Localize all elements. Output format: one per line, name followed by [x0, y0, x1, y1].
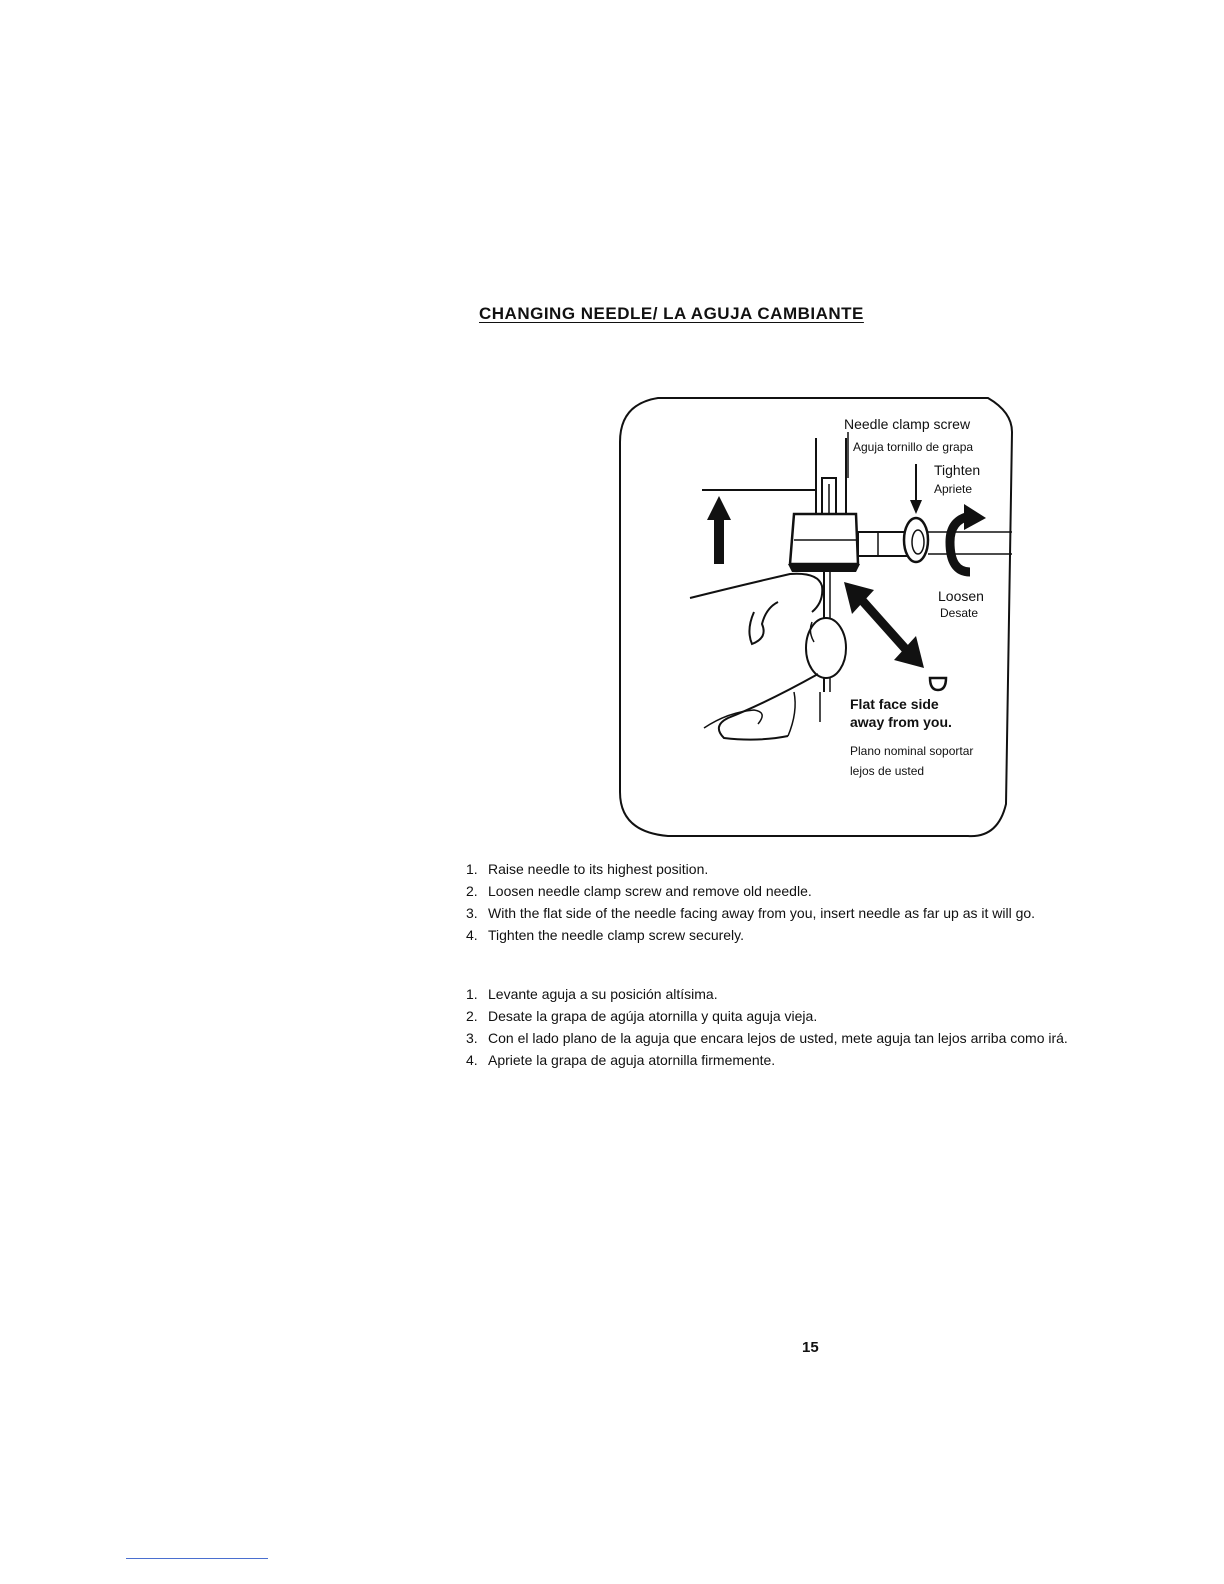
- step-text: With the flat side of the needle facing away from you, insert needle as far up as it will go.: [488, 905, 1036, 921]
- step-text: Levante aguja a su posición altísima.: [488, 986, 718, 1002]
- step-text: Desate la grapa de agúja atornilla y quita aguja vieja.: [488, 1008, 818, 1024]
- step-text: Raise needle to its highest position.: [488, 861, 709, 877]
- loosen-label: Loosen: [938, 588, 984, 604]
- needle-diagram: [618, 392, 1014, 838]
- bottom-divider: [126, 1558, 268, 1559]
- list-item: [466, 1051, 1166, 1069]
- instructions-spanish: [466, 985, 1166, 1073]
- step-number: 2.: [466, 1008, 478, 1024]
- step-text: Loosen needle clamp screw and remove old needle.: [488, 883, 812, 899]
- loosen-label-es: Desate: [940, 606, 979, 620]
- step-number: 3.: [466, 905, 478, 921]
- tighten-label-es: Apriete: [934, 482, 973, 496]
- tighten-label: Tighten: [934, 462, 981, 478]
- step-number: 1.: [466, 986, 478, 1002]
- list-item: [466, 926, 1166, 944]
- list-item: [466, 904, 1166, 922]
- list-item: [466, 882, 1166, 900]
- flat-face-label-line1: Flat face side: [850, 696, 939, 712]
- page-title: CHANGING NEEDLE/ LA AGUJA CAMBIANTE: [479, 304, 864, 323]
- step-text: Apriete la grapa de aguja atornilla firmemente.: [488, 1052, 776, 1068]
- list-item: [466, 1007, 1166, 1025]
- needle-clamp-screw-label: Needle clamp screw: [844, 416, 971, 432]
- step-number: 4.: [466, 927, 478, 943]
- flat-face-label-es-line2: lejos de usted: [850, 764, 925, 778]
- list-item: [466, 1029, 1166, 1047]
- step-number: 1.: [466, 861, 478, 877]
- instructions-english: [466, 860, 1166, 948]
- step-number: 3.: [466, 1030, 478, 1046]
- flat-face-label-es-line1: Plano nominal soportar: [850, 744, 974, 758]
- needle-clamp-screw-label-es: Aguja tornillo de grapa: [853, 440, 974, 454]
- page-number: 15: [802, 1339, 819, 1356]
- list-item: [466, 860, 1166, 878]
- step-number: 2.: [466, 883, 478, 899]
- flat-face-label-line2: away from you.: [850, 714, 952, 730]
- step-text: Tighten the needle clamp screw securely.: [488, 927, 745, 943]
- list-item: [466, 985, 1166, 1003]
- step-number: 4.: [466, 1052, 478, 1068]
- step-text: Con el lado plano de la aguja que encara lejos de usted, mete aguja tan lejos arriba como irá.: [488, 1030, 1068, 1046]
